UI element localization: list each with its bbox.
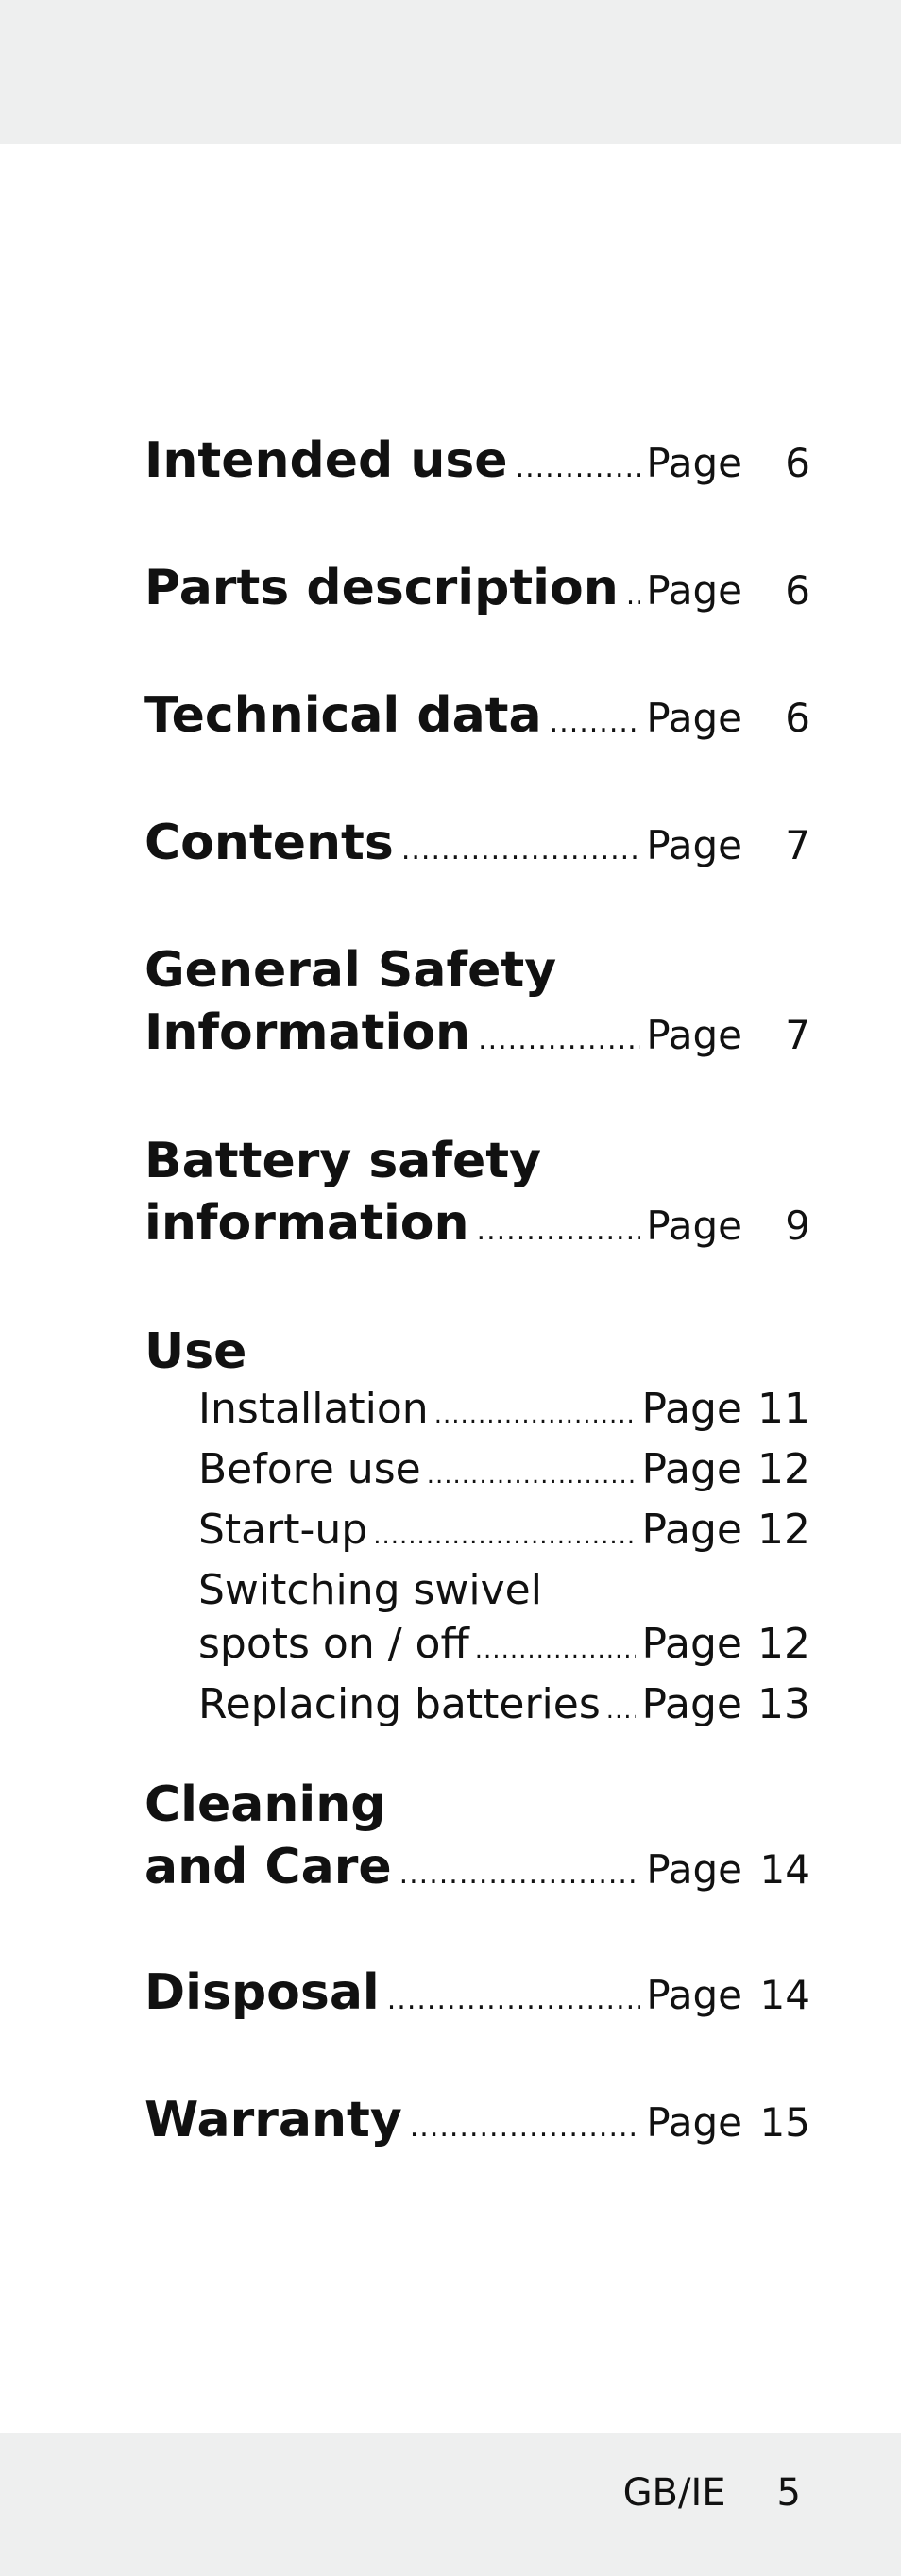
toc-entry-technical-data[interactable] (144, 684, 810, 747)
toc-title: Warranty (144, 2092, 402, 2148)
dot-leader (401, 833, 640, 867)
toc-title: Technical data (144, 687, 542, 744)
toc-sub-list-use (198, 1382, 810, 1738)
page-number: 12 (757, 1506, 810, 1554)
page-number: 12 (757, 1620, 810, 1668)
page-number: 9 (785, 1203, 810, 1249)
page-label: Page (646, 1203, 742, 1249)
dot-leader (373, 1509, 636, 1563)
page-number: 13 (757, 1680, 810, 1728)
page-number: 7 (785, 822, 810, 868)
toc-sub-entry-start-up[interactable] (198, 1503, 810, 1563)
toc-entry-parts-description[interactable] (144, 557, 810, 619)
dot-leader (434, 1389, 637, 1442)
dot-leader (410, 2111, 641, 2144)
toc-sub-entry-before-use[interactable] (198, 1442, 810, 1503)
page-label: Page (646, 695, 742, 741)
dot-leader (626, 579, 641, 612)
page-label: Page (641, 1506, 742, 1554)
toc-sub-entry-switching[interactable] (198, 1617, 810, 1677)
dot-leader (387, 1983, 641, 2016)
page-number: 12 (757, 1445, 810, 1493)
dot-leader (516, 451, 641, 484)
toc-entry-use[interactable] (144, 1321, 810, 1383)
toc-entry-contents[interactable] (144, 812, 810, 874)
toc-sub-title: Before use (198, 1445, 421, 1493)
toc-title: Disposal (144, 1964, 380, 2021)
page-number: 6 (785, 695, 810, 741)
page-label: Page (646, 1846, 742, 1893)
dot-leader (400, 1858, 641, 1891)
toc-sub-title: Replacing batteries (198, 1680, 601, 1728)
page-number: 14 (759, 1972, 810, 2018)
dot-leader (550, 706, 641, 739)
toc-entry-intended-use[interactable] (144, 429, 810, 492)
page-number: 6 (785, 567, 810, 614)
toc-title: Contents (144, 815, 394, 871)
page-number: 6 (785, 440, 810, 486)
toc-title: and Care (144, 1839, 392, 1895)
toc-title: Information (144, 1004, 471, 1061)
toc-sub-title: spots on / off (198, 1620, 469, 1668)
dot-leader (427, 1449, 637, 1503)
page-label: Page (641, 1385, 742, 1433)
toc-title: Parts description (144, 560, 619, 616)
toc-title: Intended use (144, 432, 508, 489)
page-label: Page (646, 1012, 742, 1058)
toc-title: Use (144, 1323, 247, 1380)
dot-leader (478, 1023, 640, 1056)
page-label: Page (641, 1680, 742, 1728)
page-label: Page (646, 1972, 742, 2018)
toc-sub-entry-replacing-batteries[interactable] (198, 1677, 810, 1738)
dot-leader (477, 1214, 641, 1247)
footer-region: GB/IE (622, 2471, 726, 2515)
page-number: 15 (759, 2099, 810, 2146)
page-label: Page (641, 1445, 742, 1493)
page-label: Page (646, 2099, 742, 2146)
page-label: Page (646, 822, 742, 868)
toc-title-line: Battery safety (144, 1133, 542, 1189)
toc-sub-title-line: Switching swivel (198, 1566, 542, 1614)
page-number: 7 (785, 1012, 810, 1058)
page-number: 11 (757, 1385, 810, 1433)
dot-leader (606, 1684, 637, 1738)
toc-title-line: Cleaning (144, 1776, 386, 1833)
toc-title: information (144, 1195, 469, 1252)
page-footer (623, 2471, 801, 2515)
toc-sub-entry-installation[interactable] (198, 1382, 810, 1442)
toc-sub-title: Start-up (198, 1506, 368, 1554)
page-label: Page (646, 567, 742, 614)
page-label: Page (641, 1620, 742, 1668)
toc-entry-disposal[interactable] (144, 1961, 810, 2024)
toc-entry-general-safety[interactable] (144, 939, 810, 1064)
toc-sub-title: Installation (198, 1385, 429, 1433)
page-label: Page (646, 440, 742, 486)
top-band (0, 0, 901, 144)
footer-page-number: 5 (776, 2471, 801, 2515)
page-number: 14 (759, 1846, 810, 1893)
toc-entry-cleaning-and-care[interactable] (144, 1774, 810, 1898)
dot-leader (475, 1624, 637, 1677)
toc-title-line: General Safety (144, 942, 557, 999)
toc-entry-battery-safety[interactable] (144, 1130, 810, 1254)
toc-entry-warranty[interactable] (144, 2089, 810, 2151)
